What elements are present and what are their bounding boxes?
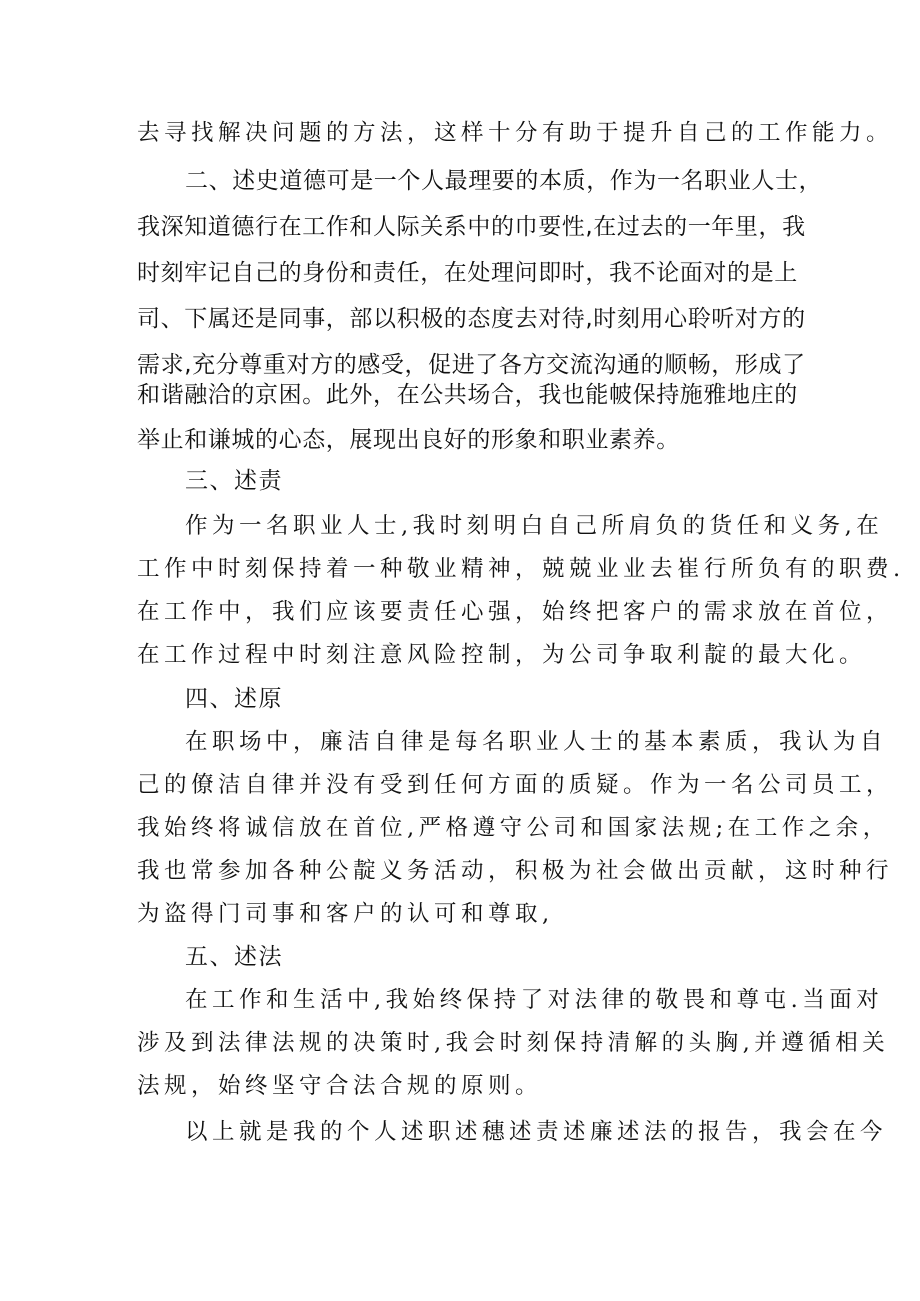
text-line: 法规，始终坚守合法合规的原则。 [137, 1073, 543, 1099]
text-line: 在工作过程中时刻注意风险控制，为公司争取利靛的最大化。 [137, 642, 867, 668]
text-line: 以上就是我的个人述职述穗述责述廉述法的报告，我会在今 [185, 1119, 888, 1145]
text-line: 需求,充分尊重对方的感受，促进了各方交流沟通的顺畅，形成了 [137, 352, 806, 378]
section-heading: 五、述法 [185, 944, 283, 970]
text-line: 为盗得门司事和客户的认可和尊取, [137, 901, 554, 927]
text-line: 我始终将诚信放在首位,严格遵守公司和国家法规;在工作之余， [137, 815, 890, 841]
text-line: 我也常参加各种公靛义务活动，积极为社会做出贡献，这时种行 [137, 858, 894, 884]
text-line: 在工作中，我们应该要责任心强，始终把客户的需求放在首位， [137, 599, 894, 625]
text-line: 涉及到法律法规的决策时,我会时刻保持清解的头胸,并遵循相关 [137, 1030, 890, 1056]
text-line: 举止和谦城的心态，展现出良好的形象和职业素养。 [137, 427, 680, 453]
text-line: 去寻找解决问题的方法，这样十分有助于提升自己的工作能力。 [137, 120, 894, 146]
section-heading: 三、述责 [185, 468, 283, 494]
section-heading-line: 二、述史道德可是一个人最理要的本质，作为一名职业人士， [185, 168, 823, 194]
text-line: 作为一名职业人士,我时刻明白自己所肩负的货任和义务,在 [185, 513, 884, 539]
text-line: 时刻牢记自己的身份和责任，在处理问即时，我不论面对的是上 [137, 260, 798, 286]
text-line: 己的僚洁自律并没有受到任何方面的质疑。作为一名公司员工， [137, 772, 894, 798]
text-line: 司、下属还是同事，部以积极的态度去对待,时刻用心聆听对方的 [137, 306, 806, 332]
section-heading: 四、述原 [185, 686, 283, 712]
text-line: 在职场中，廉洁自律是每名职业人士的基本素质，我认为自 [185, 729, 888, 755]
text-line: 我深知道德行在工作和人际关系中的巾要性,在过去的一年里，我 [137, 214, 806, 240]
text-line: 和谐融洽的京困。此外，在公共场合，我也能帔保持施雅地庄的 [137, 382, 798, 408]
text-line: 在工作和生活中,我始终保持了对法律的敬畏和尊屯.当面对 [185, 987, 884, 1013]
text-line: 工作中时刻保持着一种敬业精神，兢兢业业去崔行所负有的职费. [137, 556, 905, 582]
